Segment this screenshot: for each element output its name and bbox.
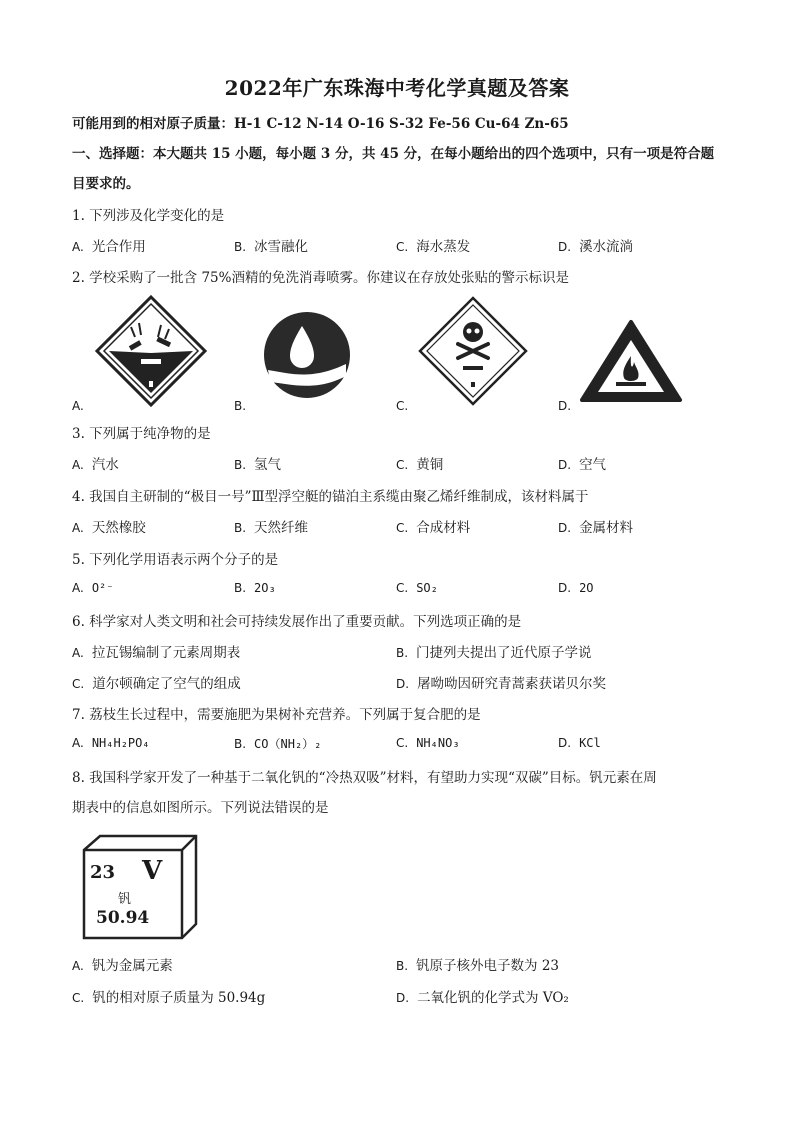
q6-option-b[interactable]: B. 门捷列夫提出了近代原子学说 [396, 645, 592, 661]
q5-option-a[interactable]: A. O²⁻ [72, 581, 114, 595]
q1-option-a[interactable]: A. 光合作用 [72, 239, 146, 255]
water-saving-sign-icon [262, 310, 352, 400]
q6-option-c[interactable]: C. 道尔顿确定了空气的组成 [72, 676, 241, 692]
question-4-stem: 4. 我国自主研制的“极目一号”Ⅲ型浮空艇的锚泊主系缆由聚乙烯纤维制成，该材料属于 [72, 489, 589, 505]
q8-option-b[interactable]: B. 钒原子核外电子数为 23 [396, 958, 560, 974]
section-heading-line2: 目要求的。 [72, 176, 140, 192]
question-6-stem: 6. 科学家对人类文明和社会可持续发展作出了重要贡献。下列选项正确的是 [72, 614, 522, 630]
q8-option-a[interactable]: A. 钒为金属元素 [72, 958, 173, 974]
q7-option-a[interactable]: A. NH₄H₂PO₄ [72, 736, 150, 750]
q4-option-a[interactable]: A. 天然橡胶 [72, 520, 146, 536]
q3-option-c[interactable]: C. 黄铜 [396, 457, 444, 473]
q5-option-c[interactable]: C. SO₂ [396, 581, 438, 595]
q2-option-a[interactable]: A. [72, 399, 84, 413]
q1-option-c[interactable]: C. 海水蒸发 [396, 239, 471, 255]
q1-option-b[interactable]: B. 冰雪融化 [234, 239, 309, 255]
question-1-stem: 1. 下列涉及化学变化的是 [72, 208, 225, 224]
corrosive-sign-icon [95, 295, 207, 407]
element-atomic-mass: 50.94 [96, 908, 150, 928]
question-8-stem-line2: 期表中的信息如图所示。下列说法错误的是 [72, 800, 329, 816]
q4-option-c[interactable]: C. 合成材料 [396, 520, 471, 536]
q3-option-d[interactable]: D. 空气 [558, 457, 607, 473]
q3-option-a[interactable]: A. 汽水 [72, 457, 119, 473]
q5-option-d[interactable]: D. 2O [558, 581, 594, 595]
element-name: 钒 [118, 892, 132, 907]
question-7-stem: 7. 荔枝生长过程中，需要施肥为果树补充营养。下列属于复合肥的是 [72, 707, 481, 723]
flammable-sign-icon [578, 318, 684, 404]
toxic-sign-icon [418, 296, 528, 406]
element-symbol: V [142, 856, 163, 886]
q4-option-d[interactable]: D. 金属材料 [558, 520, 634, 536]
q7-option-c[interactable]: C. NH₄NO₃ [396, 736, 460, 750]
question-8-stem-line1: 8. 我国科学家开发了一种基于二氧化钒的“冷热双吸”材料，有望助力实现“双碳”目标。钒元素在周 [72, 770, 657, 786]
question-3-stem: 3. 下列属于纯净物的是 [72, 426, 211, 442]
q4-option-b[interactable]: B. 天然纤维 [234, 520, 309, 536]
question-2-stem: 2. 学校采购了一批含 75%酒精的免洗消毒喷雾。你建议在存放处张贴的警示标识是 [72, 270, 569, 286]
q7-option-b[interactable]: B. CO（NH₂）₂ [234, 737, 322, 751]
q2-option-c[interactable]: C. [396, 399, 409, 413]
q1-option-d[interactable]: D. 溪水流淌 [558, 239, 634, 255]
element-atomic-number: 23 [90, 862, 116, 883]
q2-option-b[interactable]: B. [234, 399, 247, 413]
question-5-stem: 5. 下列化学用语表示两个分子的是 [72, 552, 279, 568]
q2-option-d[interactable]: D. [558, 399, 572, 413]
q6-option-d[interactable]: D. 屠呦呦因研究青蒿素获诺贝尔奖 [396, 676, 607, 692]
q5-option-b[interactable]: B. 2O₃ [234, 581, 276, 595]
q8-option-d[interactable]: D. 二氧化钒的化学式为 VO₂ [396, 990, 569, 1006]
q3-option-b[interactable]: B. 氢气 [234, 457, 282, 473]
page-title: 2022年广东珠海中考化学真题及答案 [224, 76, 570, 100]
atomic-masses: 可能用到的相对原子质量：H-1 C-12 N-14 O-16 S-32 Fe-56 Cu-64 Zn-65 [72, 116, 569, 132]
section-heading-line1: 一、选择题：本大题共 15 小题，每小题 3 分，共 45 分，在每小题给出的四个选项中，只有一项是符合题 [72, 146, 715, 162]
vanadium-element-card [80, 834, 200, 942]
q7-option-d[interactable]: D. KCl [558, 736, 601, 750]
q8-option-c[interactable]: C. 钒的相对原子质量为 50.94g [72, 990, 266, 1006]
q6-option-a[interactable]: A. 拉瓦锡编制了元素周期表 [72, 645, 241, 661]
